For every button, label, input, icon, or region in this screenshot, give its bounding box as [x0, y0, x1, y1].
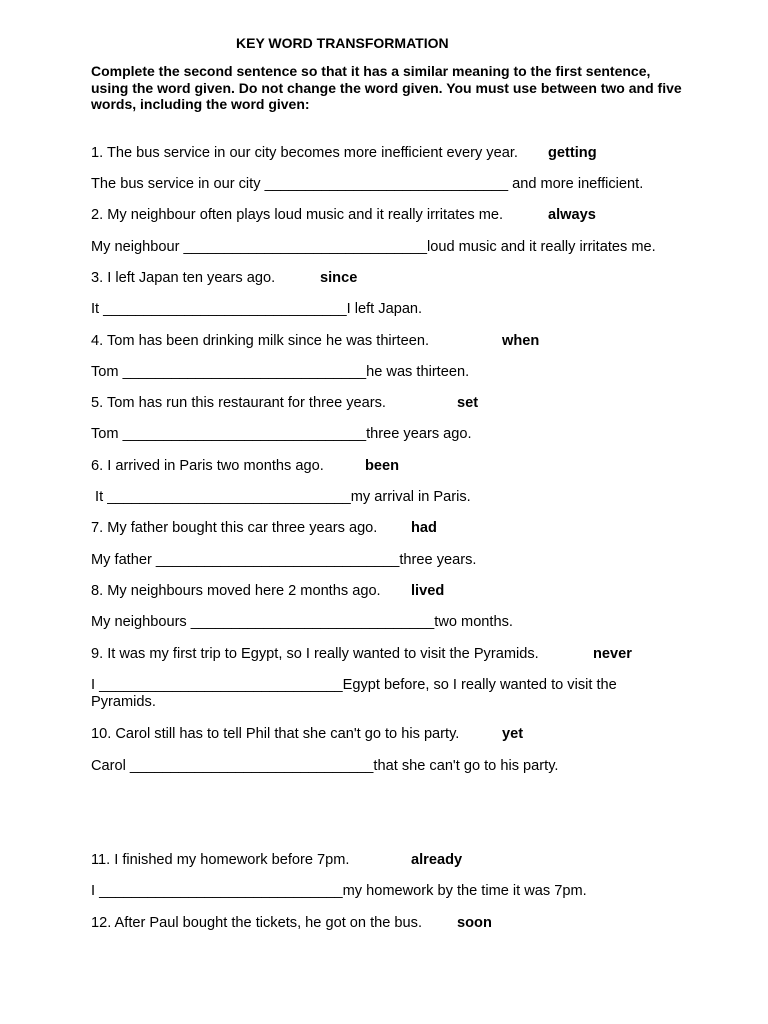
item-3-answer: It ______________________________I left Japan.	[91, 301, 423, 317]
item-5-sentence: 5. Tom has run this restaurant for three years.	[91, 395, 386, 411]
item-4-answer: Tom ______________________________he was thirteen.	[91, 364, 470, 380]
page-title: KEY WORD TRANSFORMATION	[236, 35, 449, 51]
item-2-sentence: 2. My neighbour often plays loud music and it really irritates me.	[91, 207, 504, 223]
item-10-answer: Carol ______________________________that she can't go to his party.	[91, 758, 559, 774]
item-11-keyword: already	[411, 852, 463, 868]
item-7-sentence: 7. My father bought this car three years ago.	[91, 520, 378, 536]
item-9-keyword: never	[593, 646, 632, 662]
item-3-keyword: since	[320, 270, 358, 286]
item-5-answer: Tom ______________________________three years ago.	[91, 426, 472, 442]
item-2-answer: My neighbour ______________________________loud music and it really irritates me.	[91, 239, 656, 255]
item-11-sentence: 11. I finished my homework before 7pm.	[91, 852, 350, 868]
item-8-sentence: 8. My neighbours moved here 2 months ago.	[91, 583, 381, 599]
item-10-keyword: yet	[502, 726, 524, 742]
item-9-answer: I ______________________________Egypt before, so I really wanted to visit the Pyramids.	[91, 677, 617, 710]
item-3-sentence: 3. I left Japan ten years ago.	[91, 270, 276, 286]
item-7-answer: My father ______________________________three years.	[91, 552, 477, 568]
item-8-answer: My neighbours ______________________________two months.	[91, 614, 513, 630]
item-4-keyword: when	[502, 333, 540, 349]
item-12-sentence: 12. After Paul bought the tickets, he got on the bus.	[91, 915, 423, 931]
item-9-sentence: 9. It was my first trip to Egypt, so I really wanted to visit the Pyramids.	[91, 646, 539, 662]
instructions: Complete the second sentence so that it has a similar meaning to the first sentence, using the word given. Do not change the word given. You must use between two and five words, including the word given:	[91, 63, 682, 112]
item-12-keyword: soon	[457, 915, 492, 931]
item-1-answer: The bus service in our city ______________________________ and more inefficient.	[91, 176, 644, 192]
item-6-sentence: 6. I arrived in Paris two months ago.	[91, 458, 324, 474]
item-5-keyword: set	[457, 395, 479, 411]
item-4-sentence: 4. Tom has been drinking milk since he was thirteen.	[91, 333, 429, 349]
item-6-keyword: been	[365, 458, 400, 474]
item-7-keyword: had	[411, 520, 437, 536]
item-6-answer: It ______________________________my arrival in Paris.	[91, 489, 471, 505]
item-11-answer: I ______________________________my homework by the time it was 7pm.	[91, 883, 587, 899]
item-10-sentence: 10. Carol still has to tell Phil that she can't go to his party.	[91, 726, 460, 742]
item-1-keyword: getting	[548, 145, 597, 161]
item-1-sentence: 1. The bus service in our city becomes more inefficient every year.	[91, 145, 518, 161]
item-2-keyword: always	[548, 207, 596, 223]
item-8-keyword: lived	[411, 583, 445, 599]
